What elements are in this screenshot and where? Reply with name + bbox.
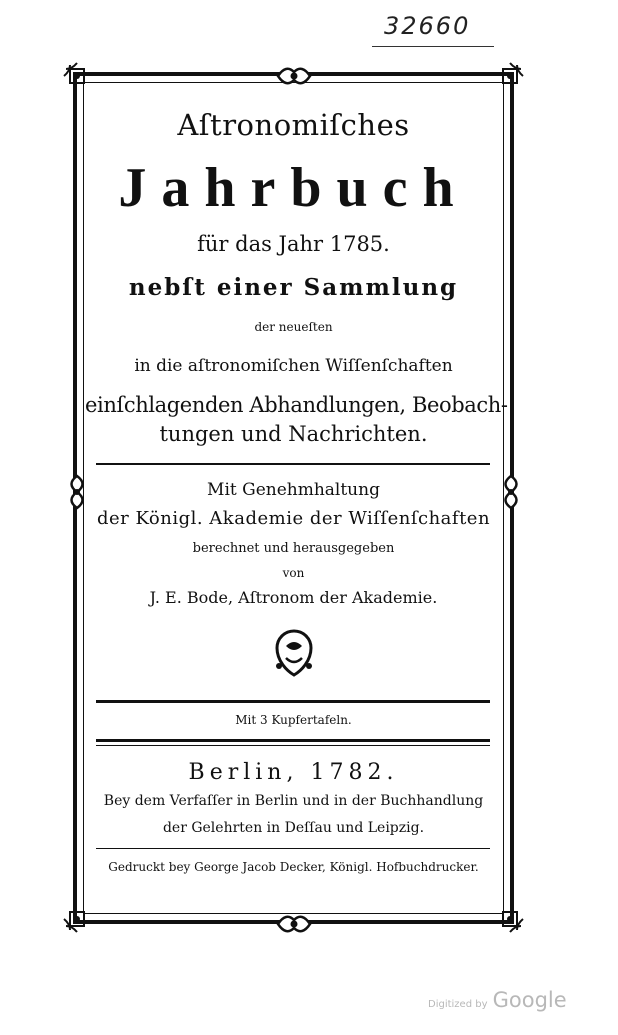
title-line-astronomisches: Aſtronomiſches [177,108,410,142]
title-line-abhandlungen: einſchlagenden Abhandlungen, Beobach- [85,393,508,417]
corner-ornament-icon [495,61,525,91]
approval-line-herausgegeben: berechnet und herausgegeben [192,541,395,556]
approval-line-von: von [282,566,305,580]
watermark-prefix: Digitized by [428,999,488,1010]
google-logo: Google [492,988,567,1012]
approval-line-akademie: der Königl. Akademie der Wiſſenſchaften [96,508,491,529]
vignette-ornament-icon [271,628,317,678]
imprint-publisher-line2: der Gelehrten in Deſſau und Leipzig. [162,820,425,836]
approval-line-genehmhaltung: Mit Genehmhaltung [207,480,380,500]
title-line-year: für das Jahr 1785. [197,232,390,256]
author-line: J. E. Bode, Aſtronom der Akademie. [149,588,438,607]
divider [96,739,490,742]
title-line-jahrbuch: Jahrbuch [118,157,469,219]
corner-ornament-icon [495,904,525,934]
corner-ornament-icon [62,61,92,91]
imprint-place-year: Berlin, 1782. [188,760,399,785]
shelf-mark-underline [372,46,494,47]
title-line-nachrichten: tungen und Nachrichten. [159,422,428,446]
bottom-ornament-icon [274,910,314,938]
divider [96,463,490,465]
divider [96,700,490,703]
printer-line: Gedruckt bey George Jacob Decker, Königl. Hofbuchdrucker. [108,860,479,874]
title-line-neuesten: der neueſten [254,320,333,334]
shelf-mark: 32660 [384,12,471,40]
corner-ornament-icon [62,904,92,934]
title-line-sammlung: nebſt einer Sammlung [128,274,459,301]
imprint-publisher-line1: Bey dem Verfaſſer in Berlin und in der Buchhandlung [103,793,484,809]
google-watermark [428,988,567,1012]
title-line-wissenschaften: in die aſtronomiſchen Wiſſenſchaften [134,356,453,376]
divider [96,745,490,746]
plates-note: Mit 3 Kupfertafeln. [235,713,352,727]
top-ornament-icon [274,62,314,90]
divider [96,848,490,849]
